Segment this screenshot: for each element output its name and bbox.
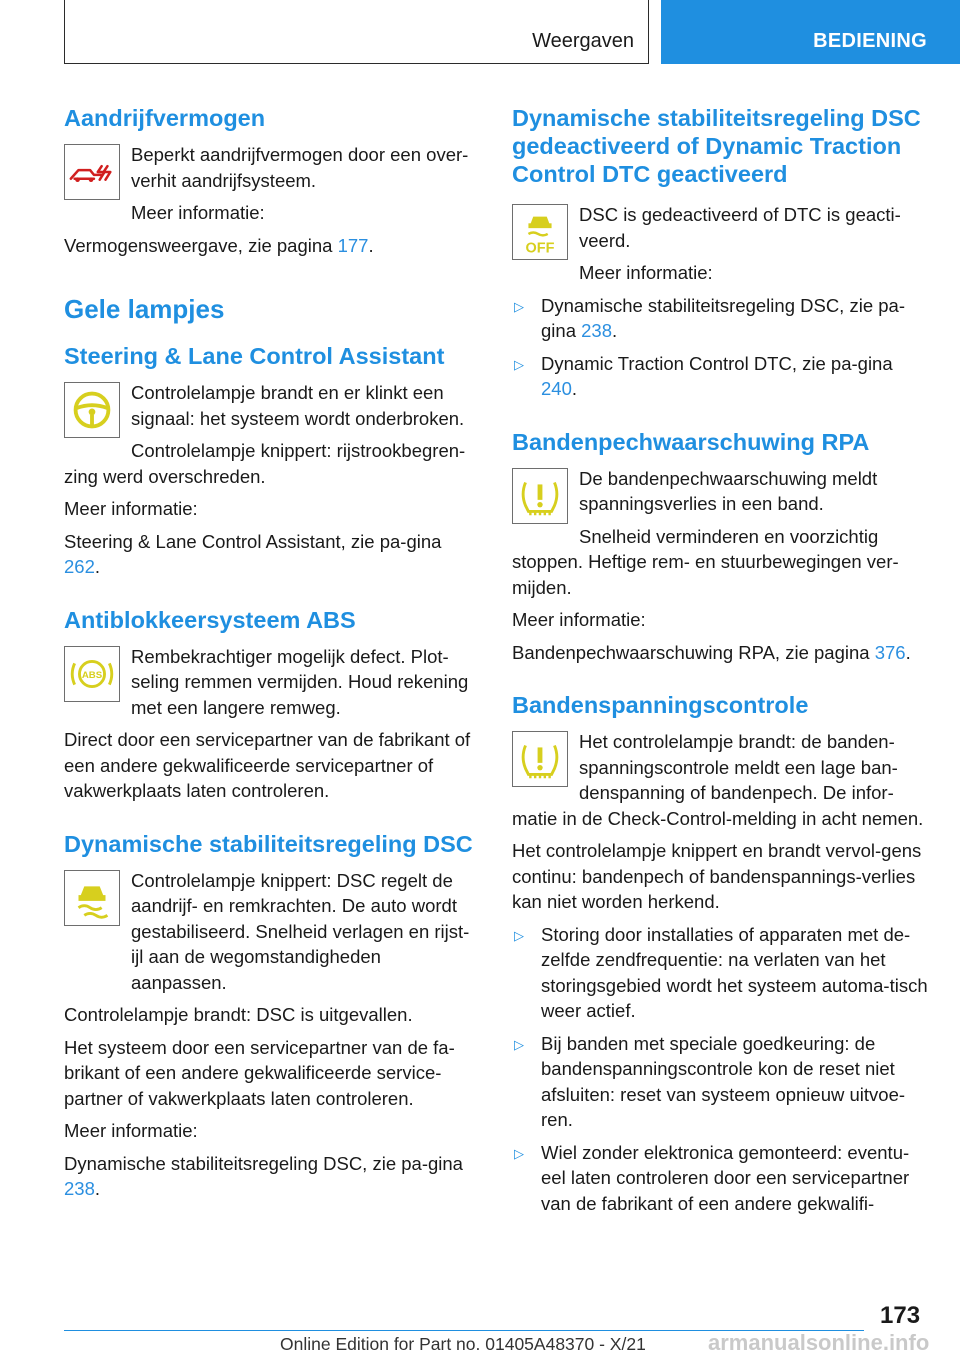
steering-text2: Controlelampje knippert: rijstrookbegren-zing werd overschreden. [64, 440, 466, 487]
dsc-text2: Controlelampje brandt: DSC is uitgevallen. [64, 1004, 413, 1025]
abs-text2: Direct door een servicepartner van de fabrikant of een andere gekwalificeerde servicepartner of vakwerkplaats laten controleren. [64, 729, 471, 801]
heading-dsc: Dynamische stabiliteitsregeling DSC [64, 830, 473, 857]
bullet-triangle-icon: ▷ [514, 1036, 524, 1052]
watermark: armanualsonline.info [708, 1330, 930, 1355]
rdc-icon-wrap [512, 729, 579, 789]
aandrijf-text: Beperkt aandrijfvermogen door een over-verhit aandrijfsysteem. [131, 144, 469, 191]
list-item [512, 922, 928, 1024]
heading-rpa: Bandenpechwaarschuwing RPA [512, 428, 870, 455]
heading-dsc-off: Dynamische stabiliteitsregeling DSC gedeactiveerd of Dynamic Traction Control DTC geactiveerd [512, 105, 921, 187]
left-column [64, 100, 480, 1209]
rdc-bullets [512, 922, 928, 1217]
bullet-triangle-icon: ▷ [514, 1145, 524, 1161]
steering-block [64, 380, 480, 438]
aandrijf-ref-text: Vermogensweergave, zie pagina [64, 234, 338, 256]
svg-text:ABS: ABS [81, 669, 103, 681]
list-item [512, 351, 928, 402]
abs-block [64, 644, 480, 721]
dsc-page-link[interactable]: 238 [64, 1178, 95, 1199]
rpa-ref-end: . [905, 641, 911, 663]
dsc-ref [64, 1151, 480, 1202]
rpa-ref-text: Bandenpechwaarschuwing RPA, zie pagina [512, 641, 875, 663]
header-chapter-box [661, 0, 960, 64]
rpa-text1: De bandenpechwaarschuwing meldt spanningsverlies in een band. [579, 467, 878, 514]
header-chapter-title: BEDIENING [813, 30, 927, 52]
rdc-text2: Het controlelampje knippert en brandt vervol-gens continu: bandenpech of bandenspannings-verlies kan niet worden herkend. [512, 840, 922, 912]
dsc-more: Meer informatie: [64, 1120, 198, 1141]
dsc-ref-text: Dynamische stabiliteitsregeling DSC, zie pa-gina [64, 1152, 463, 1174]
aandrijf-more: Meer informatie: [131, 202, 265, 223]
tire-pressure-icon [512, 731, 568, 787]
steering-more: Meer informatie: [64, 498, 198, 519]
aandrijf-ref [64, 233, 480, 259]
list-item [512, 1140, 928, 1217]
heading-gele-lampjes: Gele lampjes [64, 294, 225, 324]
steering-ref-end: . [94, 556, 101, 577]
rdc-text1: Het controlelampje brandt: de banden-spanningscontrole meldt een lage ban-denspanning of bandenpech. De infor-matie in de Check-Control-melding in acht nemen. [512, 731, 924, 829]
heading-steering: Steering & Lane Control Assistant [64, 343, 445, 369]
steering-ref [64, 529, 480, 580]
steering-text1: Controlelampje brandt en er klinkt een signaal: het systeem wordt onderbroken. [131, 382, 465, 429]
dsc-icon [64, 870, 120, 926]
bullet-text: Bij banden met speciale goedkeuring: de bandenspanningscontrole kon de reset niet afsluiten: reset van systeem opnieuw uitvoe-ren. [541, 1032, 906, 1130]
steering-wheel-icon [64, 382, 120, 438]
list-item [512, 1031, 928, 1133]
dsc-text1: Controlelampje knippert: DSC regelt de aandrijf- en remkrachten. De auto wordt gestabiliseerd. Snelheid verlagen en rijst-ijl aan de wegomstandigheden aanpassen. [131, 869, 470, 993]
abs-icon [64, 646, 120, 702]
header-section-box [64, 0, 649, 64]
dsc-off-more: Meer informatie: [579, 262, 713, 283]
dsc-block [64, 868, 480, 996]
page-number: 173 [880, 1302, 921, 1329]
footer-edition: Online Edition for Part no. 01405A48370 - X/21 [280, 1334, 646, 1354]
aandrijf-block [64, 142, 480, 226]
powertrain-warning-icon [64, 144, 120, 200]
dsc-text3: Het systeem door een servicepartner van de fa-brikant of een andere gekwalificeerde service-partner of vakwerkplaats laten controleren. [64, 1036, 455, 1109]
rpa-block [512, 466, 928, 524]
dsc-ref-end: . [94, 1178, 101, 1199]
header-section-title: Weergaven [532, 30, 634, 52]
tire-pressure-icon [512, 468, 568, 524]
dsc-off-bullets [512, 293, 928, 402]
rpa-more: Meer informatie: [512, 609, 646, 630]
steering-ref-text: Steering & Lane Control Assistant, zie pa-gina [64, 530, 442, 552]
dsc-off-block [512, 202, 928, 286]
heading-aandrijfvermogen: Aandrijfvermogen [64, 105, 266, 131]
heading-rdc: Bandenspanningscontrole [512, 692, 809, 718]
heading-abs: Antiblokkeersysteem ABS [64, 606, 356, 633]
rpa-text2: Snelheid verminderen en voorzichtig stoppen. Heftige rem- en stuurbewegingen ver-mijden. [512, 525, 899, 598]
bullet-triangle-icon: ▷ [514, 356, 524, 372]
svg-text:OFF: OFF [525, 240, 555, 257]
aandrijf-page-link[interactable]: 177 [337, 234, 369, 256]
right-column [512, 100, 928, 1223]
bullet-page-link[interactable]: 240 [541, 378, 572, 399]
steering-page-link[interactable]: 262 [64, 556, 95, 577]
bullet-end: . [571, 378, 578, 399]
rpa-page-link[interactable]: 376 [874, 641, 906, 663]
bullet-end: . [612, 320, 618, 341]
bullet-text: Storing door installaties of apparaten met de-zelfde zendfrequentie: na verlaten van het storingsgebied wordt het systeem automa-tisch weer actief. [541, 923, 928, 1021]
bullet-triangle-icon: ▷ [514, 298, 524, 314]
aandrijf-ref-end: . [368, 234, 374, 256]
bullet-page-link[interactable]: 238 [581, 320, 612, 341]
rpa-ref [512, 640, 928, 666]
bullet-text: Dynamische stabiliteitsregeling DSC, zie pa-gina [541, 294, 905, 341]
list-item [512, 293, 928, 344]
abs-text1: Rembekrachtiger mogelijk defect. Plot-seling remmen vermijden. Houd rekening met een langere remweg. [131, 645, 469, 718]
dsc-off-text1: DSC is gedeactiveerd of DTC is geacti-veerd. [579, 204, 901, 251]
bullet-text: Dynamic Traction Control DTC, zie pa-gina [541, 352, 893, 374]
bullet-text: Wiel zonder elektronica gemonteerd: eventu-eel laten controleren door een servicepartner van de fabrikant of een andere gekwalifi- [541, 1141, 910, 1214]
bullet-triangle-icon: ▷ [514, 927, 524, 943]
dsc-off-icon [512, 204, 568, 260]
